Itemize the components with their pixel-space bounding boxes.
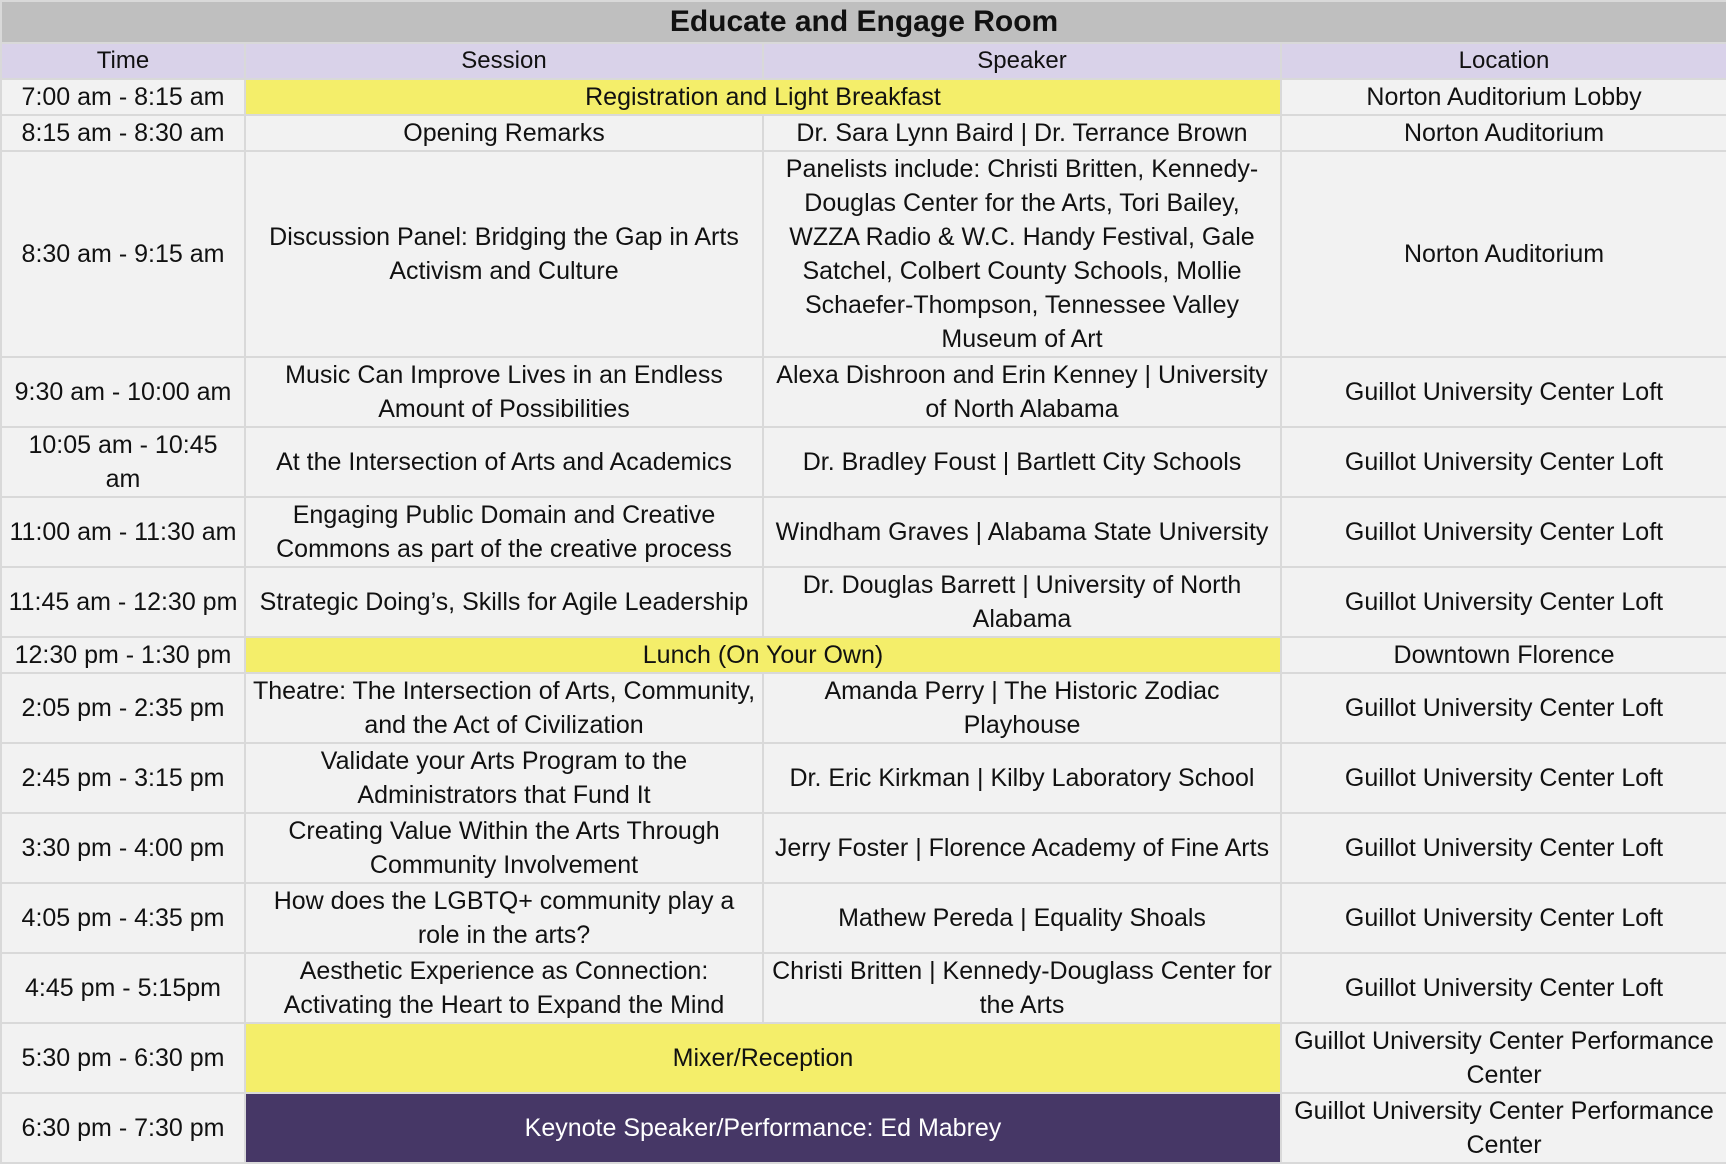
time-cell[interactable]: 3:30 pm - 4:00 pm [2,814,244,882]
location-cell[interactable]: Norton Auditorium Lobby [1282,80,1726,114]
location-cell[interactable]: Guillot University Center Loft [1282,498,1726,566]
speaker-cell[interactable]: Dr. Douglas Barrett | University of North Alabama [764,568,1280,636]
session-cell[interactable]: Music Can Improve Lives in an Endless Amount of Possibilities [246,358,762,426]
time-cell[interactable]: 8:30 am - 9:15 am [2,152,244,356]
time-cell[interactable]: 5:30 pm - 6:30 pm [2,1024,244,1092]
time-cell[interactable]: 12:30 pm - 1:30 pm [2,638,244,672]
time-cell[interactable]: 4:45 pm - 5:15pm [2,954,244,1022]
session-cell[interactable]: Keynote Speaker/Performance: Ed Mabrey [246,1094,1280,1162]
time-cell[interactable]: 6:30 pm - 7:30 pm [2,1094,244,1162]
session-cell[interactable]: Theatre: The Intersection of Arts, Community, and the Act of Civilization [246,674,762,742]
speaker-cell[interactable]: Dr. Eric Kirkman | Kilby Laboratory School [764,744,1280,812]
session-cell[interactable]: How does the LGBTQ+ community play a role in the arts? [246,884,762,952]
schedule-row [2,638,1726,672]
schedule-row [2,116,1726,150]
schedule-row [2,358,1726,426]
session-cell[interactable]: Mixer/Reception [246,1024,1280,1092]
speaker-cell[interactable]: Windham Graves | Alabama State University [764,498,1280,566]
session-cell[interactable]: Creating Value Within the Arts Through Community Involvement [246,814,762,882]
location-header[interactable]: Location [1282,44,1726,78]
location-cell[interactable]: Guillot University Center Loft [1282,674,1726,742]
session-cell[interactable]: Discussion Panel: Bridging the Gap in Arts Activism and Culture [246,152,762,356]
location-cell[interactable]: Guillot University Center Loft [1282,568,1726,636]
location-cell[interactable]: Guillot University Center Performance Center [1282,1094,1726,1162]
location-cell[interactable]: Norton Auditorium [1282,152,1726,356]
schedule-row [2,1094,1726,1162]
speaker-cell[interactable]: Panelists include: Christi Britten, Kennedy-Douglas Center for the Arts, Tori Bailey, WZZA Radio & W.C. Handy Festival, Gale Satchel, Colbert County Schools, Mollie Schaefer-Thompson, Tennessee Valley Museum of Art [764,152,1280,356]
location-cell[interactable]: Guillot University Center Loft [1282,358,1726,426]
time-cell[interactable]: 11:45 am - 12:30 pm [2,568,244,636]
time-cell[interactable]: 4:05 pm - 4:35 pm [2,884,244,952]
schedule-row [2,954,1726,1022]
session-header[interactable]: Session [246,44,762,78]
speaker-cell[interactable]: Mathew Pereda | Equality Shoals [764,884,1280,952]
speaker-cell[interactable]: Christi Britten | Kennedy-Douglass Center for the Arts [764,954,1280,1022]
schedule-body [2,2,1726,1162]
speaker-cell[interactable]: Dr. Sara Lynn Baird | Dr. Terrance Brown [764,116,1280,150]
title-row [2,2,1726,42]
location-cell[interactable]: Guillot University Center Loft [1282,884,1726,952]
location-cell[interactable]: Guillot University Center Performance Center [1282,1024,1726,1092]
schedule-row [2,428,1726,496]
header-row [2,44,1726,78]
location-cell[interactable]: Guillot University Center Loft [1282,954,1726,1022]
location-cell[interactable]: Guillot University Center Loft [1282,428,1726,496]
location-cell[interactable]: Guillot University Center Loft [1282,814,1726,882]
location-cell[interactable]: Downtown Florence [1282,638,1726,672]
session-cell[interactable]: Registration and Light Breakfast [246,80,1280,114]
time-cell[interactable]: 2:05 pm - 2:35 pm [2,674,244,742]
session-cell[interactable]: Engaging Public Domain and Creative Commons as part of the creative process [246,498,762,566]
speaker-header[interactable]: Speaker [764,44,1280,78]
time-header[interactable]: Time [2,44,244,78]
session-cell[interactable]: Strategic Doing’s, Skills for Agile Leadership [246,568,762,636]
speaker-cell[interactable]: Jerry Foster | Florence Academy of Fine Arts [764,814,1280,882]
location-cell[interactable]: Norton Auditorium [1282,116,1726,150]
schedule-row [2,744,1726,812]
schedule-row [2,1024,1726,1092]
time-cell[interactable]: 9:30 am - 10:00 am [2,358,244,426]
session-cell[interactable]: Lunch (On Your Own) [246,638,1280,672]
speaker-cell[interactable]: Amanda Perry | The Historic Zodiac Playhouse [764,674,1280,742]
session-cell[interactable]: Validate your Arts Program to the Administrators that Fund It [246,744,762,812]
session-cell[interactable]: Aesthetic Experience as Connection: Activating the Heart to Expand the Mind [246,954,762,1022]
schedule-row [2,884,1726,952]
session-cell[interactable]: Opening Remarks [246,116,762,150]
time-cell[interactable]: 8:15 am - 8:30 am [2,116,244,150]
time-cell[interactable]: 11:00 am - 11:30 am [2,498,244,566]
time-cell[interactable]: 10:05 am - 10:45 am [2,428,244,496]
room-title[interactable]: Educate and Engage Room [2,2,1726,42]
schedule-row [2,498,1726,566]
schedule-row [2,152,1726,356]
schedule-row [2,568,1726,636]
speaker-cell[interactable]: Alexa Dishroon and Erin Kenney | University of North Alabama [764,358,1280,426]
session-cell[interactable]: At the Intersection of Arts and Academics [246,428,762,496]
schedule-row [2,674,1726,742]
schedule-row [2,814,1726,882]
schedule-row [2,80,1726,114]
speaker-cell[interactable]: Dr. Bradley Foust | Bartlett City Schools [764,428,1280,496]
location-cell[interactable]: Guillot University Center Loft [1282,744,1726,812]
time-cell[interactable]: 2:45 pm - 3:15 pm [2,744,244,812]
time-cell[interactable]: 7:00 am - 8:15 am [2,80,244,114]
